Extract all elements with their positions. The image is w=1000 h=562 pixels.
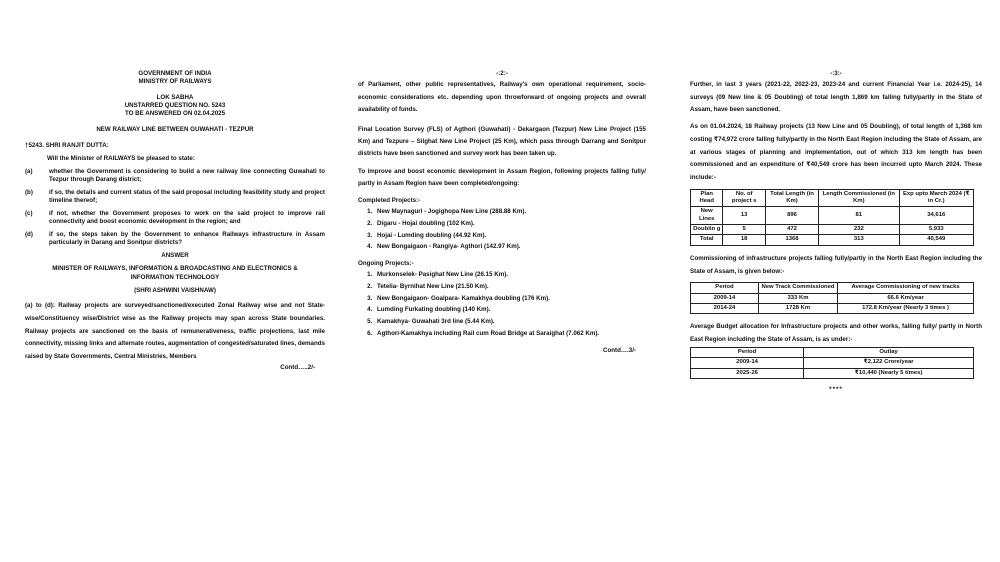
answer-date: TO BE ANSWERED ON 02.04.2025 — [124, 110, 226, 118]
completed-projects-list — [358, 206, 646, 253]
question-text: if so, the details and current status of the said proposal including feasibility study and project timeline thereof; — [49, 188, 325, 204]
table-cell: ₹10,440 (Nearly 5 times) — [804, 368, 974, 378]
question-number: UNSTARRED QUESTION NO. 5243 — [124, 102, 226, 110]
table-cell: 34,616 — [899, 207, 973, 225]
ministry-header — [25, 70, 325, 87]
page-number: -:2:- — [496, 70, 508, 77]
table-cell: 81 — [819, 207, 899, 225]
table-cell: 13 — [723, 207, 765, 225]
fls-paragraph: Final Location Survey (FLS) of Agthori (Guwahati) - Dekargaon (Tezpur) New Line Project (155 Km) and Tezpure – Silghat New Line Project (25 Km), which pass through Darrang and Sonitpur districts have been sanctioned and survey work has been taken up. — [358, 126, 646, 157]
table-cell: 2025-26 — [691, 368, 804, 378]
table-row — [691, 225, 974, 235]
list-item: 3. New Bongaigaon- Goalpara- Kamakhya doubling (176 Km). — [374, 293, 646, 305]
table-cell: 40,549 — [899, 235, 973, 245]
end-marker: **** — [829, 385, 843, 393]
table-cell: 2014-24 — [691, 304, 759, 314]
list-item: 6. Agthori-Kamakhya including Rail cum Road Bridge at Saraighat (7.062 Km). — [374, 328, 646, 340]
question-label: (c) — [25, 210, 33, 217]
completed-projects-heading: Completed Projects:- — [358, 197, 421, 204]
table-cell: 5,933 — [899, 225, 973, 235]
page-number: -:3:- — [830, 70, 842, 77]
surveys-paragraph: Further, in last 3 years (2021-22, 2022-23, 2023-24 and current Financial Year i.e. 2024-25), 14 surveys (09 New line & 05 Doubling) of total length 1,869 km falling fully/partly in the State of Assam, have been sanctioned. — [690, 80, 982, 114]
column-header: Total Length (in Km) — [765, 189, 818, 207]
question-label: (d) — [25, 231, 33, 239]
ongoing-projects-heading: Ongoing Projects:- — [358, 260, 414, 268]
continued-note: Contd…..2/- — [280, 363, 315, 371]
list-item: 5. Kamakhya- Guwahati 3rd line (5.44 Km). — [374, 316, 646, 328]
question-header — [25, 94, 325, 119]
commissioning-table — [690, 282, 974, 314]
table-cell: 172.8 Km/year (Nearly 3 times ) — [838, 304, 974, 314]
column-header: Period — [691, 347, 804, 357]
question-item — [25, 231, 325, 247]
document-page-1 — [25, 70, 325, 510]
document-page-3 — [690, 70, 982, 510]
list-item: 4. Lumding Furkating doubling (140 Km). — [374, 304, 646, 316]
list-item: 3. Hojai - Lumding doubling (44.92 Km). — [374, 230, 646, 242]
column-header: New Track Commissioned — [758, 283, 837, 293]
question-text: whether the Government is considering to build a new railway line connecting Guwahati to Tezpur through Darang district; — [49, 167, 325, 183]
column-header: Exp upto March 2024 (₹ in Cr.) — [899, 189, 973, 207]
table-cell: New Lines — [691, 207, 723, 225]
column-header: Period — [691, 283, 759, 293]
table-cell: ₹2,122 Crore/year — [804, 358, 974, 368]
table-header-row — [691, 189, 974, 207]
question-intro: Will the Minister of RAILWAYS be pleased to state: — [47, 154, 195, 162]
question-subject: NEW RAILWAY LINE BETWEEN GUWAHATI - TEZPUR — [96, 125, 254, 133]
question-text: if not, whether the Government proposes to work on the said project to improve rail connectivity and boost economic development in the region; and — [49, 210, 325, 226]
column-header: Outlay — [804, 347, 974, 357]
column-header: No. of project s — [723, 189, 765, 207]
table-row — [691, 368, 974, 378]
table-cell: 313 — [819, 235, 899, 245]
house-name: LOK SABHA — [156, 93, 194, 101]
ministry-heading: MINISTRY OF RAILWAYS — [138, 78, 212, 86]
minister-name: (SHRI ASHWINI VAISHNAW) — [134, 287, 216, 295]
continued-note: Contd….3/- — [603, 346, 636, 354]
table-cell: 2009-14 — [691, 293, 759, 303]
answer-heading: ANSWER — [161, 252, 189, 260]
list-item: 1. Murkonselek- Pasighat New Line (26.15 Km). — [374, 269, 646, 281]
list-item: 1. New Maynaguri - Jogighopa New Line (288.88 Km). — [374, 206, 646, 218]
table-cell: 1728 Km — [758, 304, 837, 314]
boost-paragraph: To improve and boost economic development in Assam Region, following projects falling fully/ partly in Assam Region have been completed/ongoing: — [358, 168, 646, 188]
question-item — [25, 168, 325, 184]
table-header-row — [691, 347, 974, 357]
budget-paragraph: Average Budget allocation for Infrastructure projects and other works, falling fully/ partly in North East Region including the State of Assam, is as under:- — [690, 323, 982, 344]
table-cell: 18 — [723, 235, 765, 245]
ongoing-projects-list — [358, 269, 646, 340]
commissioning-paragraph: Commissioning of infrastructure projects falling fully/partly in the North East Region including the State of Assam, is given below:- — [690, 254, 982, 275]
table-cell: Doublin g — [691, 225, 723, 235]
list-item: 4. New Bongaigaon - Rangiya- Agthori (142.97 Km). — [374, 241, 646, 253]
table-row — [691, 207, 974, 225]
minister-title: MINISTER OF RAILWAYS, INFORMATION & BROADCASTING AND ELECTRONICS & INFORMATION TECHNOLOGY — [52, 265, 298, 282]
question-label: (b) — [25, 188, 33, 196]
table-row — [691, 304, 974, 314]
table-cell: 472 — [765, 225, 818, 235]
continuation-text: of Parliament, other public representatives, Railway's own operational requirement, socio-economic considerations etc. depending upon throwforward of ongoing projects and overall availability of funds. — [358, 80, 646, 114]
question-label: (a) — [25, 167, 33, 175]
answer-text: (a) to (d): Railway projects are surveyed/sanctioned/executed Zonal Railway wise and not State-wise/Constituency wise/District wise as the Railway projects may span across State boundaries. Railway projects are sanctioned on the basis of remunerativeness, traffic projections, last mile connectivity, missing links and alternate routes, augmentation of congested/saturated lines, demands raised by State Governments, Central Ministries, Members — [25, 302, 325, 360]
member-name: †5243. SHRI RANJIT DUTTA: — [25, 141, 109, 149]
question-text: if so, the steps taken by the Government to enhance Railways infrastructure in Assam particularly in Darang and Sonitpur districts? — [49, 231, 325, 247]
table-cell: 66.6 Km/year — [838, 293, 974, 303]
table-row — [691, 293, 974, 303]
table-cell: 333 Km — [758, 293, 837, 303]
government-heading: GOVERNMENT OF INDIA — [138, 70, 212, 77]
document-page-2 — [358, 70, 646, 510]
table-cell: 5 — [723, 225, 765, 235]
table-row — [691, 358, 974, 368]
budget-table — [690, 347, 974, 379]
table-cell: 1368 — [765, 235, 818, 245]
projects-paragraph: As on 01.04.2024, 18 Railway projects (13 New Line and 05 Doubling), of total length of 1,368 km costing ₹74,972 crore falling fully/partly in the North East Region including the State of Assam, are at various stages of planning and implementation, out of which 313 km length has been commissioned and an expenditure of ₹40,549 crore has been incurred upto March 2024. These include:- — [690, 123, 982, 181]
table-row — [691, 235, 974, 245]
column-header: Plan Head — [691, 189, 723, 207]
question-item — [25, 189, 325, 205]
table-header-row — [691, 283, 974, 293]
table-cell: 232 — [819, 225, 899, 235]
question-list — [25, 168, 325, 248]
list-item: 2. Digaru - Hojai doubling (102 Km). — [374, 218, 646, 230]
question-item — [25, 210, 325, 226]
column-header: Length Commissioned (in Km) — [819, 189, 899, 207]
list-item: 2. Tetelia- Byrnihat New Line (21.50 Km). — [374, 281, 646, 293]
projects-table — [690, 189, 974, 246]
table-cell: 896 — [765, 207, 818, 225]
table-cell: Total — [691, 235, 723, 245]
table-cell: 2009-14 — [691, 358, 804, 368]
column-header: Average Commissioning of new tracks — [838, 283, 974, 293]
